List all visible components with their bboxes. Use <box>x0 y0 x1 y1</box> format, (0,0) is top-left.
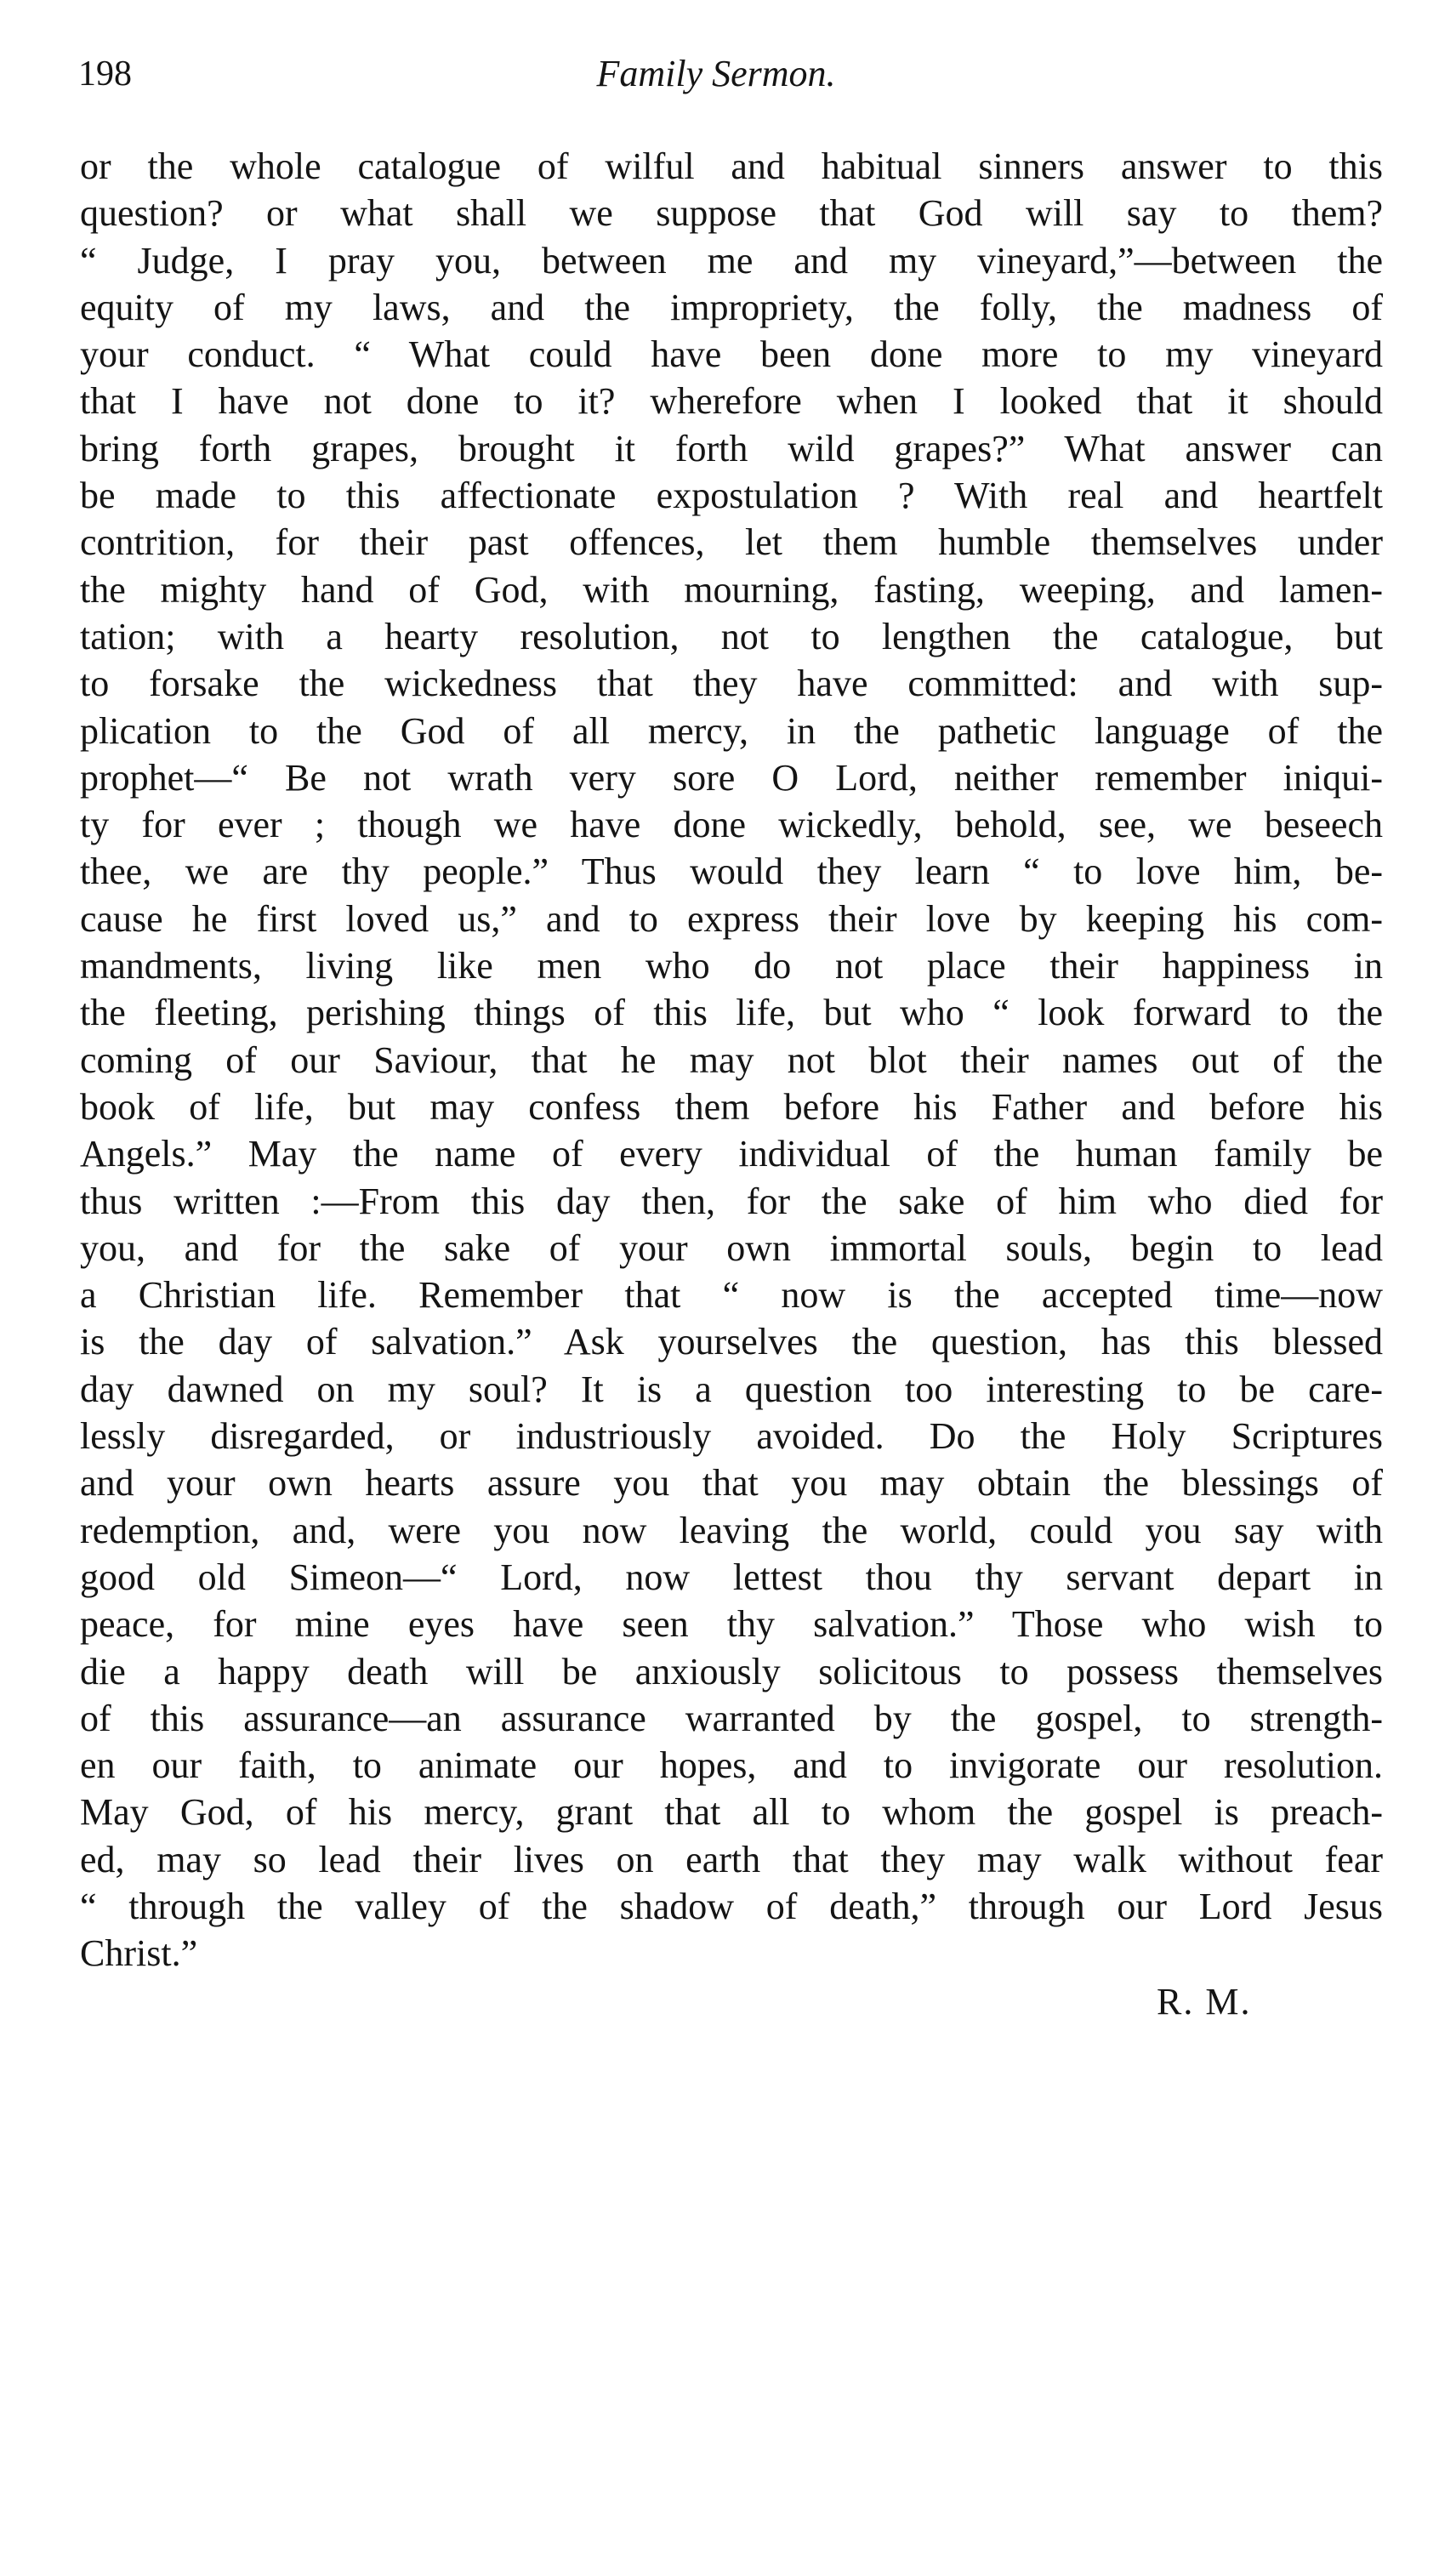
text-line: of this assurance—an assurance warranted by the gospel, to strength- <box>80 1697 1383 1739</box>
text-line: you, and for the sake of your own immortal souls, begin to lead <box>80 1226 1383 1269</box>
author-signature: R. M. <box>1157 1981 1252 2022</box>
text-line: en our faith, to animate our hopes, and to invigorate our resolution. <box>80 1744 1383 1787</box>
text-line: May God, of his mercy, grant that all to whom the gospel is preach- <box>80 1791 1383 1834</box>
sermon-body-text <box>80 143 1383 1977</box>
text-line: peace, for mine eyes have seen thy salvation.” Those who wish to <box>80 1603 1383 1646</box>
text-line: your conduct. “ What could have been done more to my vineyard <box>80 333 1383 376</box>
text-line: plication to the God of all mercy, in the pathetic language of the <box>80 709 1383 752</box>
text-line: Angels.” May the name of every individual of the human family be <box>80 1133 1383 1175</box>
text-line: “ Judge, I pray you, between me and my vineyard,”—between the <box>80 239 1383 282</box>
text-line: to forsake the wickedness that they have committed: and with sup- <box>80 663 1383 705</box>
text-line: ty for ever ; though we have done wickedly, behold, see, we beseech <box>80 804 1383 846</box>
page-number: 198 <box>78 54 132 94</box>
text-line: Christ.” <box>80 1932 198 1975</box>
text-line: “ through the valley of the shadow of death,” through our Lord Jesus <box>80 1885 1383 1927</box>
text-line: thus written :—From this day then, for the sake of him who died for <box>80 1180 1383 1222</box>
text-line: mandments, living like men who do not place their happiness in <box>80 945 1383 987</box>
text-line: be made to this affectionate expostulation ? With real and heartfelt <box>80 475 1383 517</box>
text-line: cause he first loved us,” and to express their love by keeping his com- <box>80 897 1383 940</box>
text-line: die a happy death will be anxiously solicitous to possess themselves <box>80 1650 1383 1692</box>
text-line: ed, may so lead their lives on earth that they may walk without fear <box>80 1838 1383 1880</box>
text-line: redemption, and, were you now leaving the world, could you say with <box>80 1509 1383 1551</box>
text-line: is the day of salvation.” Ask yourselves the question, has this blessed <box>80 1321 1383 1363</box>
text-line: thee, we are thy people.” Thus would they learn “ to love him, be- <box>80 850 1383 893</box>
text-line: book of life, but may confess them before his Father and before his <box>80 1085 1383 1128</box>
text-line: or the whole catalogue of wilful and habitual sinners answer to this <box>80 145 1383 187</box>
text-line: and your own hearts assure you that you may obtain the blessings of <box>80 1462 1383 1505</box>
text-line: tation; with a hearty resolution, not to lengthen the catalogue, but <box>80 615 1383 657</box>
text-line: the mighty hand of God, with mourning, fasting, weeping, and lamen- <box>80 568 1383 611</box>
running-title: Family Sermon. <box>596 53 836 94</box>
text-line: question? or what shall we suppose that God will say to them? <box>80 192 1383 235</box>
text-line: the fleeting, perishing things of this life, but who “ look forward to the <box>80 992 1383 1034</box>
text-line: bring forth grapes, brought it forth wild grapes?” What answer can <box>80 427 1383 469</box>
text-line: contrition, for their past offences, let them humble themselves under <box>80 521 1383 564</box>
text-line: day dawned on my soul? It is a question too interesting to be care- <box>80 1368 1383 1410</box>
text-line: that I have not done to it? wherefore when I looked that it should <box>80 380 1383 423</box>
text-line: prophet—“ Be not wrath very sore O Lord, neither remember iniqui- <box>80 756 1383 799</box>
text-line: coming of our Saviour, that he may not blot their names out of the <box>80 1038 1383 1081</box>
text-line: a Christian life. Remember that “ now is the accepted time—now <box>80 1274 1383 1317</box>
text-line: good old Simeon—“ Lord, now lettest thou thy servant depart in <box>80 1556 1383 1598</box>
running-head <box>78 44 1405 104</box>
text-line: lessly disregarded, or industriously avoided. Do the Holy Scriptures <box>80 1415 1383 1458</box>
text-line: equity of my laws, and the impropriety, the folly, the madness of <box>80 286 1383 328</box>
